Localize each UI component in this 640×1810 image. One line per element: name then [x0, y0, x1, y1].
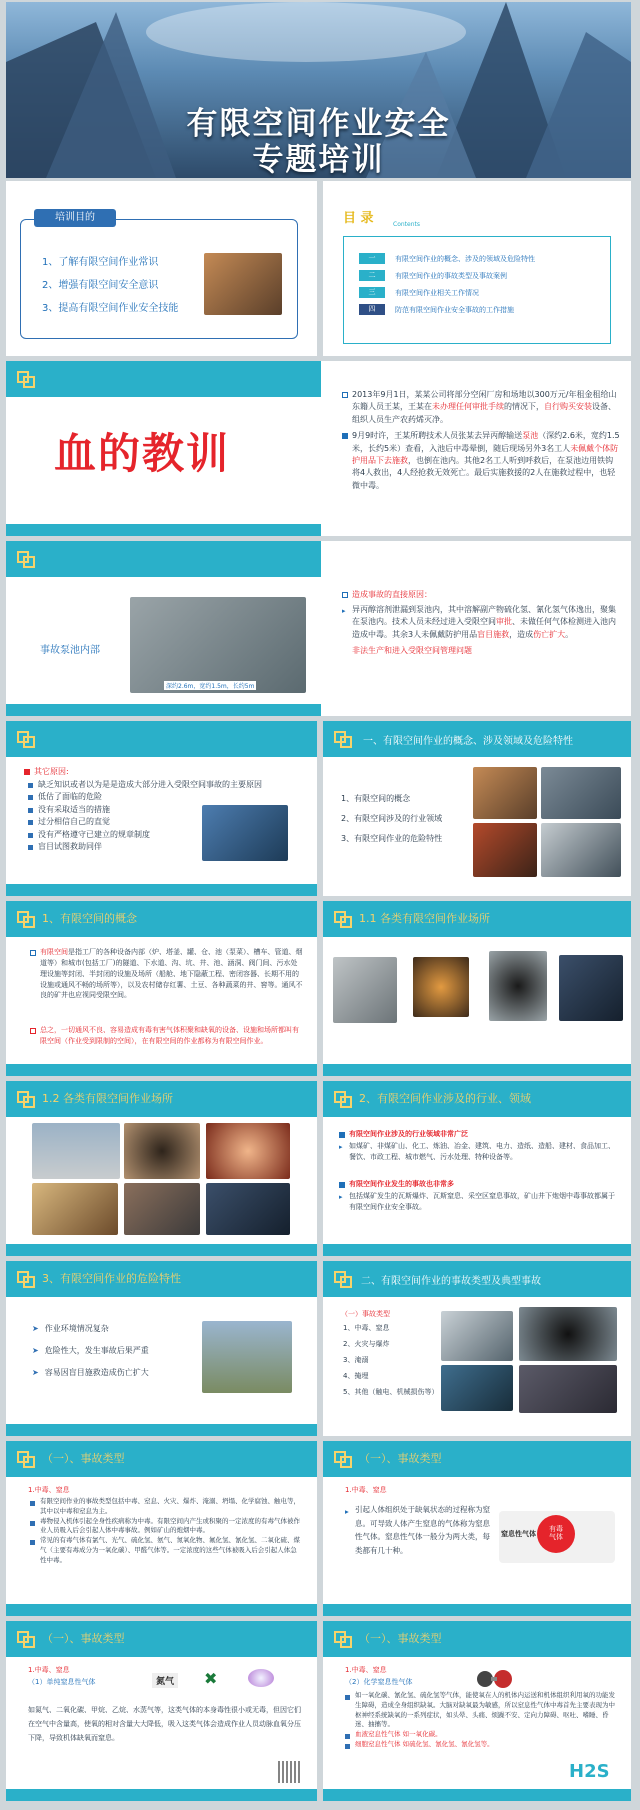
reason-item: 没有严格遵守已建立的规章制度: [28, 829, 308, 841]
lesson-slide: [6, 361, 631, 536]
other-heading: 其它原因:: [24, 766, 69, 777]
section-one-slide: [323, 721, 631, 896]
cause-paragraph: ▸ 异丙醇溶剂泄漏到泵池内，其中溶解副产物硫化氢、氰化氢气体逸出，聚集在泵池内。技术人员未经过进入受限空间审批、未做任何气体检测进入池内造成中毒。其余3人未佩戴防护用品盲目施救，造成伤亡扩大。: [342, 605, 616, 639]
lesson-heading: 血的教训: [54, 429, 231, 478]
place-photo-2: [413, 957, 469, 1017]
h2s-formula: H2S: [569, 1761, 610, 1782]
chemical-paragraph: 如一氧化碳、氰化氢、硫化氢等气体，能使氧在人的机体内运送和机体组织利用氧的功能发生障碍，造成全身组织缺氧。大脑对缺氧最为敏感，所以窒息性气体中毒首先主要表现为中枢神经系统缺氧的一系列症状，如头晕、头痛、烦躁不安、定向力障碍、呕吐、嗜睡、昏迷、抽搐等。: [345, 1691, 619, 1730]
toc-subtitle: Contents: [393, 221, 420, 228]
folder-icon: [16, 1089, 36, 1109]
accident-photo-2: [519, 1307, 617, 1361]
slide-title: 1.1 各类有限空间作业场所: [359, 912, 490, 925]
gas-orb-icon: [248, 1669, 274, 1687]
well-photo: [124, 1123, 200, 1179]
reason-item: 盲目试图救助同伴: [28, 841, 308, 853]
hazard-item: ➤ 危险性大，发生事故后果严重: [32, 1346, 149, 1355]
place-photo-1: [333, 957, 397, 1023]
silo-photo: [32, 1123, 120, 1179]
case-paragraph-2: 9月9时许，王某所聘技术人员张某去异丙醇输送泵池（深约2.6米，宽约1.5米，长约5米）查看，入池后中毒晕倒，随后现场另外3名工人未佩戴个体防护用品下去施救，也倒在池内。其他2名工人听到呼救后，在泵池边用铁钩将4人救出，4人经抢救无效死亡。最后实施救援的2人在施救过程中，也轻微中毒。: [342, 430, 620, 492]
slide-title: 3、有限空间作业的危险特性: [42, 1272, 181, 1285]
goals-title: 培训目的: [34, 209, 116, 227]
poisoning-list: [30, 1497, 302, 1565]
section-item: 1、有限空间的概念: [341, 794, 411, 803]
toc-number: 二: [359, 270, 385, 281]
hall-photo: [32, 1183, 118, 1235]
pipe-photo: [206, 1183, 290, 1235]
industry-heading-1: 有限空间作业涉及的行业领域非常广泛: [339, 1129, 619, 1139]
molecule-icon: ✖: [204, 1669, 218, 1688]
poisoning-slide: [6, 1441, 317, 1616]
cell-asphyxiant: 细胞窒息性气体 如硫化氢、氰化氢、氰化氢等。: [345, 1740, 619, 1750]
slide-title: （一）、事故类型: [359, 1632, 442, 1645]
accident-type: 5、其他（触电、机械损伤等）: [343, 1388, 439, 1396]
folder-icon: [16, 369, 36, 389]
accident-type: 1、中毒、窒息: [343, 1324, 390, 1332]
hazards-slide: [6, 1261, 317, 1436]
slide-title: 1、有限空间的概念: [42, 912, 137, 925]
arrow-icon: ➤: [32, 1324, 39, 1333]
photo-grid-3: [473, 823, 537, 877]
poisoning-item: 常见的有毒气体有氯气、光气、硫化氢、氨气、氮氧化物、氟化氢、氰化氢、二氧化硫、煤气（主要有毒成分为一氧化碳）、甲醛气体等。一定浓度的这些气体被吸入后会引起人体急性中毒。: [30, 1536, 302, 1565]
chemical-list: [345, 1691, 619, 1750]
asphyxia-paragraph: ▸ 引起人体组织处于缺氧状态的过程称为窒息。可导致人体产生窒息的气体称为窒息性气体。窒息性气体一般分为两大类，每类都有几十种。: [345, 1505, 490, 1555]
folder-icon: [16, 729, 36, 749]
poisoning-heading: 1.中毒、窒息: [28, 1486, 70, 1494]
slide-title: 2、有限空间作业涉及的行业、领域: [359, 1092, 531, 1105]
toc-label: 有限空间作业相关工作情况: [395, 289, 479, 297]
toc-row[interactable]: [359, 287, 599, 299]
accident-type: 4、掩埋: [343, 1372, 369, 1380]
site-photo: [202, 1321, 292, 1393]
pump-pit-photo: [130, 597, 306, 693]
folder-icon: [333, 1089, 353, 1109]
industry-text-2: ▸ 包括煤矿发生的瓦斯爆炸、瓦斯窒息、采空区窒息事故，矿山井下炮烟中毒事故都属于有限空间作业安全事故。: [339, 1192, 615, 1211]
toc-title: 目 录: [343, 211, 374, 226]
simple-subheading: （1）单纯窒息性气体: [28, 1678, 96, 1686]
chemical-subheading: （2）化学窒息性气体: [345, 1678, 413, 1686]
other-reasons-slide: [6, 721, 317, 896]
folder-icon: [16, 1269, 36, 1289]
section-title: 二、有限空间作业的事故类型及典型事故: [361, 1276, 541, 1287]
section-two-slide: [323, 1261, 631, 1436]
folder-icon: [16, 909, 36, 929]
toxic-badge: 有毒 气体: [537, 1515, 575, 1553]
places-slide-2: [6, 1081, 317, 1256]
case-paragraph-1: 2013年9月1日，某某公司将部分空闲厂房和场地以300万元/年租金租给山东籍人员王某，王某在未办理任何审批手续的情况下，自行购买安装设备、组织人员生产农药烯灭净。: [342, 389, 620, 426]
toc-label: 有限空间作业的事故类型及事故案例: [395, 272, 507, 280]
folder-icon: [333, 1629, 353, 1649]
accident-photo-3: [441, 1365, 513, 1411]
simple-asphyxiant-slide: [6, 1621, 317, 1801]
toc-row[interactable]: [359, 304, 599, 316]
slide-title: 1.2 各类有限空间作业场所: [42, 1092, 173, 1105]
pit-caption: 深约2.6m，宽约1.5m，长约5m: [166, 683, 255, 690]
toc-number: 三: [359, 287, 385, 298]
goal-item: 3、提高有限空间作业安全技能: [42, 303, 179, 314]
toc-number: 一: [359, 253, 385, 264]
blood-asphyxiant: 血液窒息性气体 如一氧化碳。: [345, 1730, 619, 1740]
photo-grid-4: [541, 823, 621, 877]
arrow-icon: ➤: [32, 1368, 39, 1377]
molecule-icon: [473, 1665, 523, 1691]
poisoning-item: 有限空间作业的事故类型包括中毒、窒息、火灾、爆炸、淹溺、坍塌、化学腐蚀、触电等，其中以中毒和窒息为主。: [30, 1497, 302, 1517]
accident-photo-1: [441, 1311, 513, 1361]
reason-item: 没有采取适当的措施: [28, 804, 308, 816]
accident-types-heading: （一）事故类型: [341, 1310, 390, 1318]
goal-item: 2、增强有限空间安全意识: [42, 280, 159, 291]
toc-label: 防范有限空间作业安全事故的工作措施: [395, 306, 514, 314]
goals-slide: [6, 181, 317, 356]
cause-heading: 造成事故的直接原因：: [342, 589, 620, 600]
qr-code: [278, 1761, 300, 1783]
chemical-asphyxiant-slide: [323, 1621, 631, 1801]
accident-type: 3、淹溺: [343, 1356, 369, 1364]
concept-slide: [6, 901, 317, 1076]
ship-photo: [124, 1183, 200, 1235]
folder-icon: [16, 549, 36, 569]
photo-grid-2: [541, 767, 621, 819]
cause-text: [342, 589, 620, 656]
concept-paragraph-2: 总之，一切通风不良、容易造成有毒有害气体积聚和缺氧的设备、设施和场所都叫有限空间（作业受到限制的空间），在有限空间的作业都称为有限空间作业。: [30, 1025, 304, 1047]
reason-item: 低估了面临的危险: [28, 791, 308, 803]
hazard-item: ➤ 容易因盲目施救造成伤亡扩大: [32, 1368, 149, 1377]
hazard-item: ➤ 作业环境情况复杂: [32, 1324, 109, 1333]
section-title: 一、有限空间作业的概念、涉及领域及危险特性: [363, 736, 573, 747]
toxic-gas-graphic: [499, 1511, 615, 1563]
industries-slide: [323, 1081, 631, 1256]
left-panel: [6, 361, 321, 536]
places-slide-1: [323, 901, 631, 1076]
cover-title-line1: 有限空间作业安全: [186, 106, 451, 142]
cover-slide: [6, 2, 631, 178]
accident-photo-4: [519, 1365, 617, 1413]
folder-icon: [333, 909, 353, 929]
pit-label: 事故泵池内部: [40, 645, 100, 656]
slide-title: （一）、事故类型: [359, 1452, 442, 1465]
tank-photo: [206, 1123, 290, 1179]
section-item: 3、有限空间作业的危险特性: [341, 834, 443, 843]
arrow-icon: ➤: [32, 1346, 39, 1355]
slide-title: （一）、事故类型: [42, 1632, 125, 1645]
toc-number: 四: [359, 304, 385, 315]
simple-heading: 1.中毒、窒息: [28, 1666, 70, 1674]
section-item: 2、有限空间涉及的行业领域: [341, 814, 443, 823]
poisoning-item: 毒物侵入机体引起全身性疾病称为中毒。有限空间内产生或积聚的一定浓度的有毒气体被作业人员吸入后会引起人体中毒事故。例如矿山的炮烟中毒。: [30, 1517, 302, 1537]
folder-icon: [333, 729, 353, 749]
asphyxia-heading: 1.中毒、窒息: [345, 1486, 387, 1494]
place-photo-3: [489, 951, 547, 1021]
place-photo-4: [559, 955, 623, 1021]
pump-pit-slide: [6, 541, 631, 716]
industry-text-1: ▸ 如煤矿、非煤矿山、化工、炼油、冶金、建筑、电力、造纸、造船、建材、食品加工、餐饮、市政工程、城市燃气、污水处理、特种设备等。: [339, 1142, 615, 1161]
nitrogen-label: 氮气: [152, 1673, 178, 1688]
rescue-photo: [202, 805, 288, 861]
folder-icon: [333, 1449, 353, 1469]
cover-title-line2: 专题培训: [252, 142, 385, 178]
folder-icon: [333, 1269, 353, 1289]
asphyxia-gas-label: 窒息性气体: [501, 1530, 536, 1538]
asphyxia-slide: [323, 1441, 631, 1616]
toc-row[interactable]: [359, 270, 599, 282]
accident-type: 2、火灾与爆炸: [343, 1340, 390, 1348]
toc-row[interactable]: [359, 253, 599, 265]
simple-paragraph: 如氮气、二氧化碳、甲烷、乙烷、水蒸气等，这类气体的本身毒性很小或无毒，但因它们在空气中含量高，使氧的相对含量大大降低，吸入这类气体会造成作业人员动脉血氧分压下降，导致机体缺氧而窒息。: [28, 1706, 301, 1742]
reason-item: 缺乏知识或者以为是是造成大部分进入受限空间事故的主要原因: [28, 779, 308, 791]
workers-photo: [204, 253, 282, 315]
case-text: [342, 389, 620, 492]
photo-grid-1: [473, 767, 537, 819]
chemical-heading: 1.中毒、窒息: [345, 1666, 387, 1674]
industry-heading-2: 有限空间作业发生的事故也非常多: [339, 1179, 619, 1189]
concept-paragraph-1: 有限空间是指工厂的各种设备内部（炉、塔釜、罐、仓、池（泵菜）、槽车、管道、烟道等）和城市(包括工厂)的隧道、下水道、沟、坑、井、池、涵洞、阀门间、污水处理设施等封闭、半封闭的设施及场所（船舱、地下隐蔽工程、密闭容器、长期不用的设施或通风不畅的场所等），以及农村储存红薯、土豆、各种蔬菜的井、窖等。通风不良的矿井也应视同受限空间。: [30, 947, 304, 1001]
cause-item-2: 非法生产和进入受限空间管理问题: [352, 646, 472, 656]
slide-title: （一）、事故类型: [42, 1452, 125, 1465]
goal-item: 1、了解有限空间作业常识: [42, 257, 159, 268]
toc-slide: [323, 181, 631, 356]
folder-icon: [16, 1629, 36, 1649]
folder-icon: [16, 1449, 36, 1469]
reason-item: 过分相信自己的直觉: [28, 816, 308, 828]
toc-label: 有限空间作业的概念、涉及的领域及危险特性: [395, 255, 535, 263]
